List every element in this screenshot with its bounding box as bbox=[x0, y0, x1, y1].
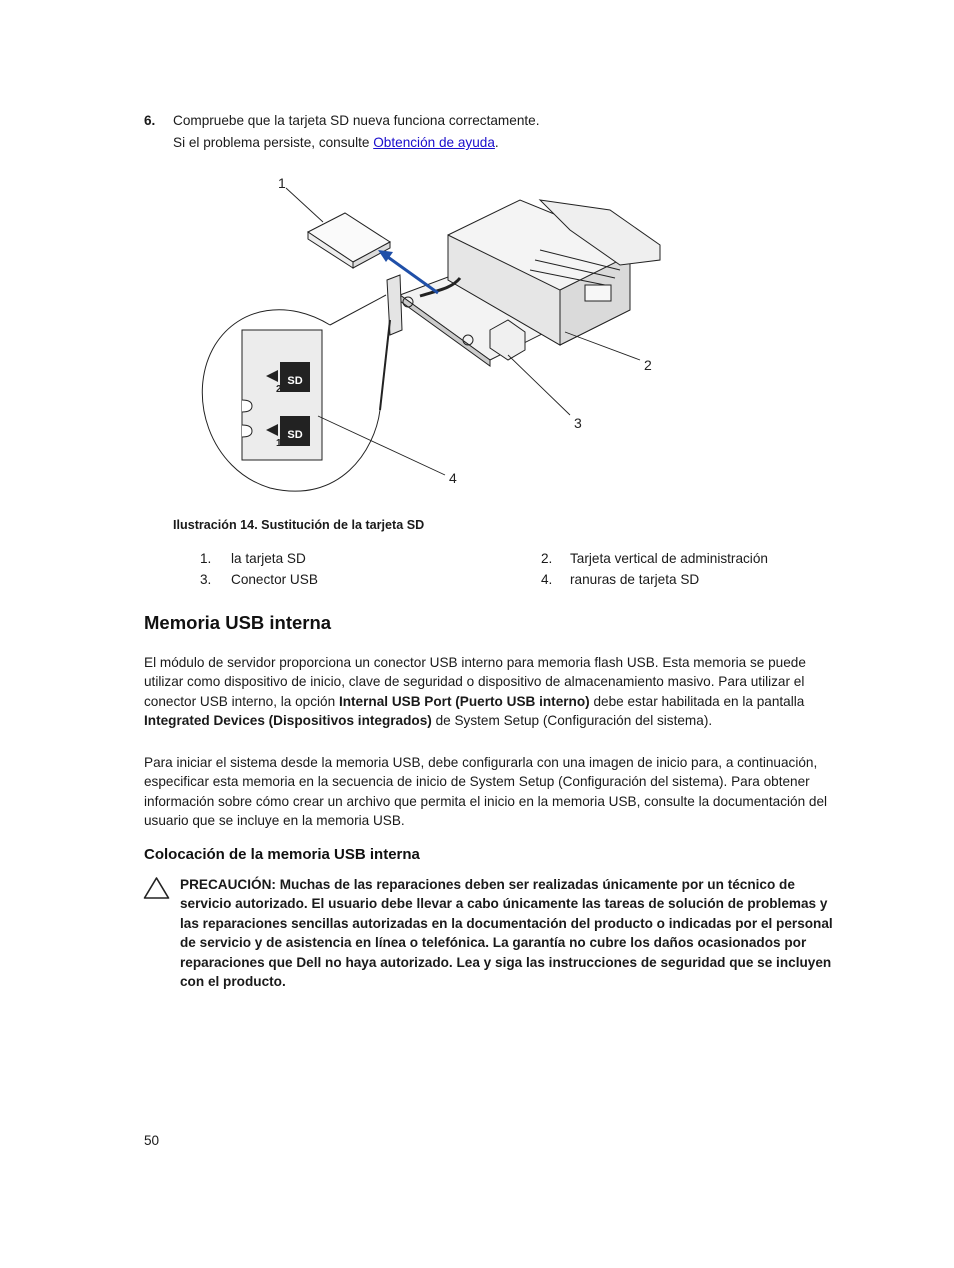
step-help-line bbox=[173, 135, 499, 150]
sd-card-replacement-figure bbox=[190, 170, 670, 495]
figure-caption: Ilustración 14. Sustitución de la tarjeta SD bbox=[173, 518, 425, 532]
step-help-suffix: . bbox=[494, 135, 499, 150]
p1-text-c: debe estar habilitada en la pantalla bbox=[589, 693, 805, 709]
caution-icon bbox=[143, 876, 170, 900]
page-number: 50 bbox=[144, 1133, 160, 1148]
p1-text-a: El módulo de servidor proporciona un conector USB interno para memoria flash USB. Esta memoria se puede utilizar como dispositivo de inicio, clave de seguridad o dispositivo de almacenamiento masivo. Para utilizar el conector USB interno, la opción bbox=[144, 655, 806, 709]
section-paragraph-1 bbox=[144, 653, 844, 731]
callout-1: 1 bbox=[278, 175, 286, 191]
subsection-title: Colocación de la memoria USB interna bbox=[144, 846, 420, 863]
legend-text-3: Conector USB bbox=[231, 572, 318, 587]
caution-text: PRECAUCIÓN: Muchas de las reparaciones deben ser realizadas únicamente por un técnico de servicio autorizado. El usuario debe llevar a cabo únicamente las tareas de solución de problemas y las reparaciones sencillas autorizadas en la documentación del producto o indicadas por el personal de servicio y de asistencia en línea o telefónica. La garantía no cubre los daños ocasionados por reparaciones que Dell no haya autorizado. Lea y siga las instrucciones de seguridad que se incluyen con el producto. bbox=[180, 877, 833, 990]
legend-num-2: 2. bbox=[541, 551, 553, 566]
slot-number-1: 1 bbox=[276, 438, 282, 449]
legend-num-4: 4. bbox=[541, 572, 553, 587]
slot-number-2: 2 bbox=[276, 384, 282, 395]
section-title: Memoria USB interna bbox=[144, 612, 332, 633]
p1-bold-usb-port: Internal USB Port (Puerto USB interno) bbox=[338, 693, 590, 709]
callout-4: 4 bbox=[449, 470, 457, 486]
section-paragraph-2: Para iniciar el sistema desde la memoria USB, debe configurarla con una imagen de inicio para, a continuación, especificar esta memoria en la secuencia de inicio de System Setup (Configuración del sistema). Para obtener información sobre cómo crear un archivo que permita el inicio en la memoria USB, consulte la documentación del usuario que se incluye en la memoria USB. bbox=[144, 755, 828, 829]
step-text: Compruebe que la tarjeta SD nueva funciona correctamente. bbox=[173, 113, 540, 128]
step-help-prefix: Si el problema persiste, consulte bbox=[173, 135, 374, 150]
step-number: 6. bbox=[144, 113, 156, 128]
p1-text-e: de System Setup (Configuración del sistema). bbox=[431, 713, 713, 729]
legend-text-1: la tarjeta SD bbox=[231, 551, 306, 566]
legend-text-4: ranuras de tarjeta SD bbox=[570, 572, 700, 587]
help-link[interactable]: Obtención de ayuda bbox=[373, 135, 495, 150]
p1-bold-integrated-devices: Integrated Devices (Dispositivos integrados) bbox=[144, 713, 432, 729]
callout-2: 2 bbox=[644, 357, 652, 373]
slot-label-1: SD bbox=[287, 429, 303, 441]
callout-3: 3 bbox=[574, 415, 582, 431]
legend-num-3: 3. bbox=[200, 572, 212, 587]
slot-label-2: SD bbox=[287, 375, 303, 387]
legend-text-2: Tarjeta vertical de administración bbox=[570, 551, 768, 566]
legend-num-1: 1. bbox=[200, 551, 212, 566]
